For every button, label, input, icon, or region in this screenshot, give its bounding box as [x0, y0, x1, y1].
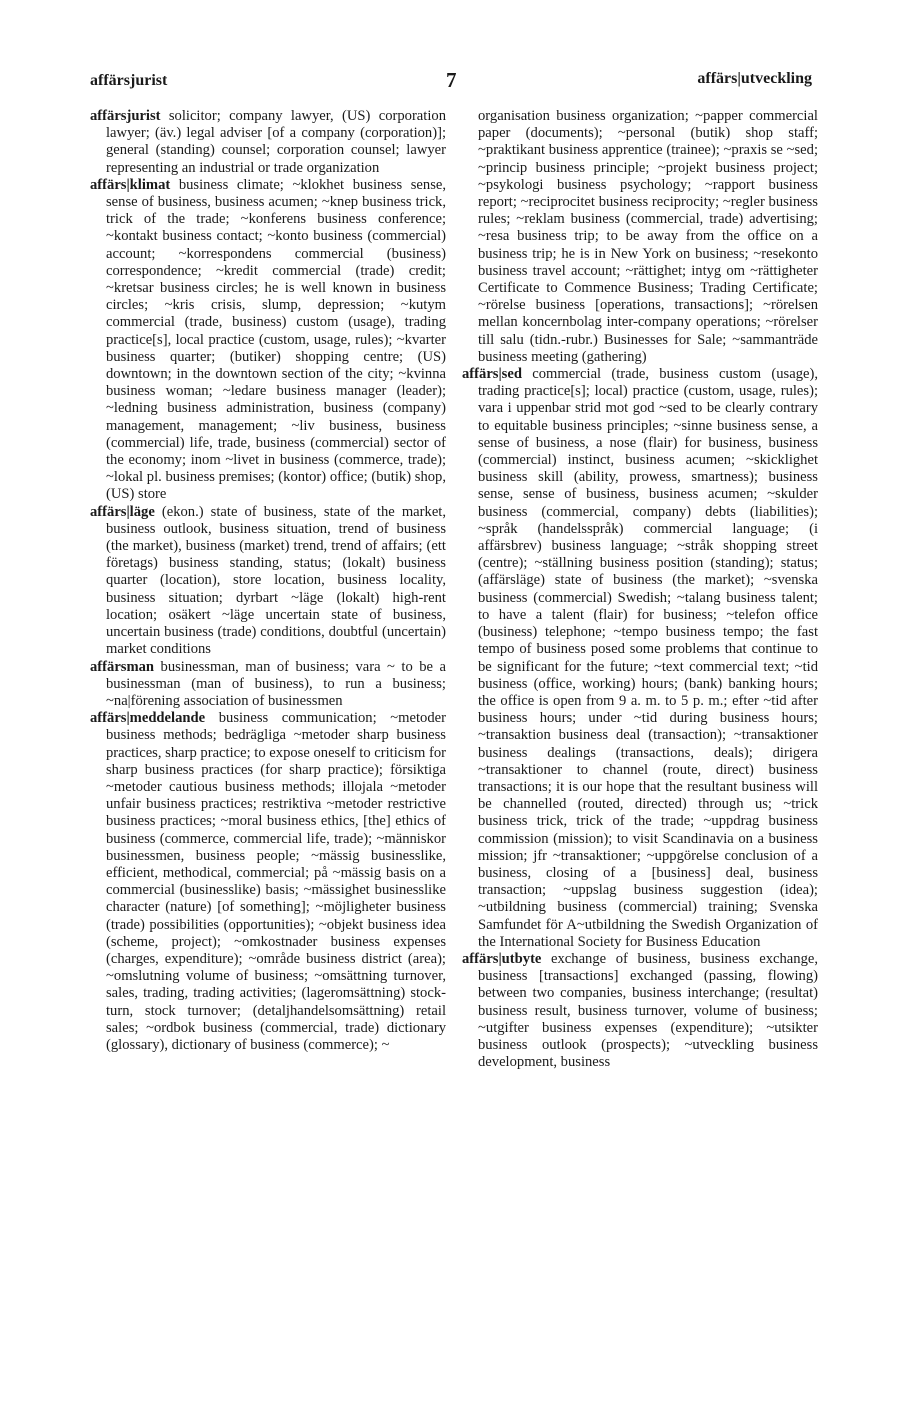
headword: affärsjurist: [90, 108, 161, 124]
dictionary-entry-continuation: [462, 108, 818, 366]
entry-body: solicitor; company lawyer, (US) corporation lawyer; (äv.) legal adviser [of a company (corporation)]; general (standing) counsel; corporation counsel; lawyer representing an industrial or trade organization: [106, 108, 446, 176]
headword: affärs|sed: [462, 366, 522, 383]
entry-body: exchange of business, business exchange, business [transactions] exchanged (passing, flowing) between two companies, business interchange; (resultat) business result, business turnover, volume of business; ~utgifter business expenses (expenditure); ~utsikter business outlook (prospects); ~utveckling business development, business: [478, 950, 818, 1071]
headword: affärs|meddelande: [90, 710, 206, 727]
entry-body: business communication; ~metoder business methods; bedrägliga ~metoder sharp business practices, sharp practice; to expose oneself to criticism for sharp business practices (for sharp practice); försiktiga ~metoder cautious business methods; illojala ~metoder unfair business practices; restriktiva ~metoder restrictive business practices; ~moral business ethics, [the] ethics of business (commerce, commercial life, trade); ~människor businessmen, business people; ~mässig businesslike, efficient, methodical, commercial; på ~mässig basis on a commercial (businesslike) basis; ~mässighet businesslike character (nature) [of something]; ~möjligheter business (trade) possibilities (opportunities); ~objekt business idea (scheme, project); ~omkostnader business expenses (charges, expenditure); ~område business district (area); ~omslutning volume of business; ~omsättning turnover, sales, trading, trading activities; (lageromsättning) stock-turn, stock turnover; (detaljhandelsomsättning) retail sales; ~ordbok business (commercial, trade) dictionary (glossary), dictionary of business (commerce); ~: [106, 710, 446, 1053]
right-guideword: affärs|utveckling: [697, 70, 812, 87]
entry-body: organisation business organization; ~papper commercial paper (documents); ~personal (butik) shop staff; ~praktikant business apprentice (trainee); ~praxis se ~sed; ~princip business principle; ~projekt business project; ~psykologi business psychology; ~rapport business report; ~reciprocitet business reciprocity; ~regler business rules; ~reklam business (commercial, trade) advertising; ~resa business trip; to be away from the office on a business trip; he is in New York on business; ~resekonto business travel account; ~rättighet; intyg om ~rättigheter Certificate to Commence Business; Trading Certificate; ~rörelse business [operations, transactions]; ~rörelsen mellan koncernbolag inter-company operations; ~rörelser till salu (tidn.-rubr.) Businesses for Sale; ~sammanträde business meeting (gathering): [478, 108, 818, 365]
headword: affärs|klimat: [90, 176, 171, 193]
entry-body: businessman, man of business; vara ~ to be a businessman (man of business), to run a business; ~na|förening association of businessmen: [106, 658, 446, 709]
entry-body: commercial (trade, business custom (usage), trading practice[s]; local) practice (custom, usage, rules); vara i uppenbar strid mot god ~sed to be clearly contrary to equitable business principles; ~sinne business sense, a sense of business, a nose (flair) for business, business (commercial) instinct, business acumen; ~skicklighet business skill (ability, prowess, smartness); business sense, sense of business, business acumen; ~skulder business (commercial, company) debts (liabilities); ~språk (handelsspråk) commercial language; (i affärsbrev) business language; ~stråk shopping street (centre); ~ställning business position (standing); status; (affärsläge) state of business (the market); ~svenska business (commercial) Swedish; ~talang business talent; to have a talent (flair) for business; ~telefon office (business) telephone; ~tempo business tempo; the fast tempo of business posed some problems that continue to be significant for the future; ~text commercial text; ~tid business (office, working) hours; (bank) banking hours; the office is open from 9 a. m. to 5 p. m.; efter ~tid after business hours; under ~tid during business hours; ~transaktion business deal (transaction); ~transaktioner business dealings (transactions, deals); dirigera ~transaktioner to channel (route, direct) business transactions; it is our hope that the resultant business will be channelled (routed, directed) through us; ~trick business trick, trick of the trade; ~uppdrag business commission (mission); to visit Scandinavia on a business mission; jfr ~transaktioner; ~uppgörelse conclusion of a business, closing of a [business] deal, business transaction; ~uppslag business suggestion (idea); ~utbildning business (commercial) training; Svenska Samfundet för A~utbildning the Swedish Organization of the International Society for Business Education: [478, 366, 818, 950]
dictionary-entry: [462, 366, 818, 951]
entry-body: (ekon.) state of business, state of the market, business outlook, business situation, trend of business (the market), business (market) trend, trend of affairs; (ett företags) business standing, status; (lokalt) business quarter (location), store location, business locality, business situation; dyrbart ~läge (lokalt) high-rent location; osäkert ~läge uncertain state of business, uncertain business (trade) conditions, doubtful (uncertain) market conditions: [106, 503, 446, 658]
headword: affärsman: [90, 658, 155, 675]
page-header: [0, 68, 920, 98]
headword: affärs|läge: [90, 503, 155, 520]
right-column: [462, 108, 818, 1071]
dictionary-entry: [90, 659, 446, 711]
dictionary-entry: [90, 504, 446, 659]
dictionary-entry: [462, 951, 818, 1071]
dictionary-entry: [90, 710, 446, 1054]
left-guideword: affärsjurist: [90, 72, 168, 89]
dictionary-entry: [90, 108, 446, 177]
left-column: [90, 108, 446, 1054]
dictionary-entry: [90, 177, 446, 504]
page-number: 7: [446, 68, 457, 92]
headword: affärs|utbyte: [462, 950, 542, 967]
entry-body: business climate; ~klokhet business sense, sense of business, business acumen; ~knep business trick, trick of the trade; ~konferens business conference; ~kontakt business contact; ~konto business (commercial) account; ~korrespondens commercial (business) correspondence; ~kredit commercial (trade) credit; ~kretsar business circles; he is well known in business circles; ~kris crisis, slump, depression; ~kutym commercial (trade, business) custom (usage), trading practice[s], local practice (custom, usage, rules); ~kvarter business quarter; (butiker) shopping centre; (US) downtown; in the downtown section of the city; ~kvinna business woman; ~ledare business manager (leader); ~ledning business administration, business (company) management, management; ~liv business, business (commercial) life, trade, business (commercial) sector of the economy; inom ~livet in business (commerce, trade); ~lokal pl. business premises; (kontor) office; (butik) shop, (US) store: [106, 176, 446, 503]
